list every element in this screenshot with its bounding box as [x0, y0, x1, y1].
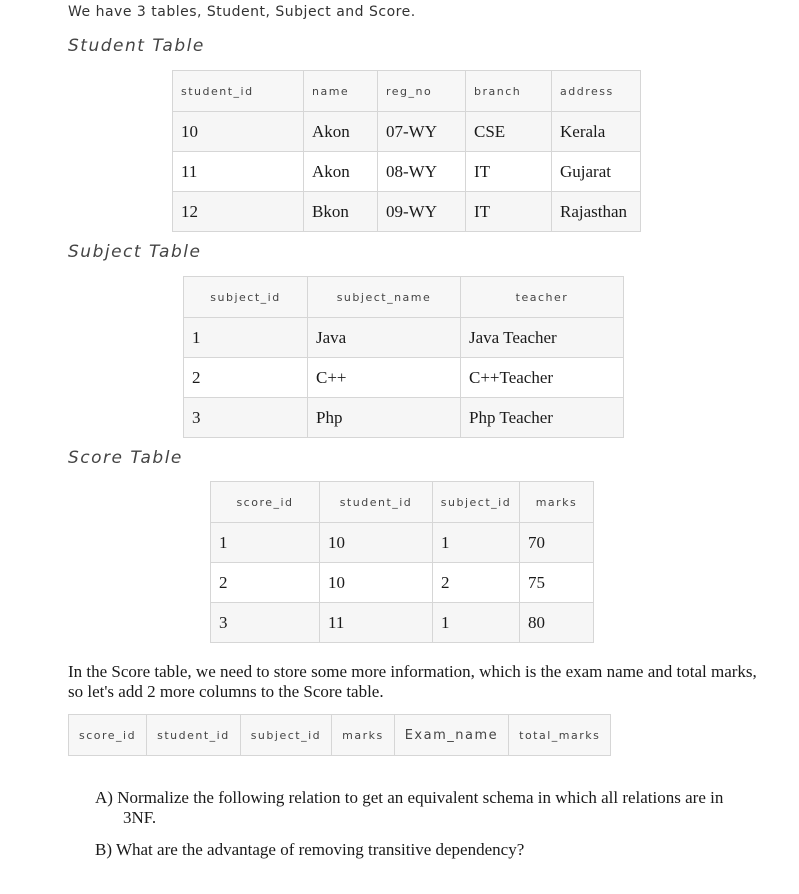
table-cell: 10 [320, 523, 433, 563]
table-cell: Php [308, 398, 461, 438]
table-cell: Akon [304, 112, 378, 152]
question-label: B) [95, 840, 112, 859]
table-cell: CSE [466, 112, 552, 152]
score-table [210, 481, 594, 643]
column-header: student_id [173, 71, 304, 112]
column-header: student_id [147, 715, 241, 756]
table-cell: Java [308, 318, 461, 358]
table-row [173, 192, 641, 232]
table-row [173, 152, 641, 192]
question-item [95, 788, 755, 828]
intro-text: We have 3 tables, Student, Subject and Score. [68, 4, 416, 20]
table-row [184, 318, 624, 358]
table-row [184, 398, 624, 438]
table-header-row [69, 715, 611, 756]
table-cell: C++Teacher [461, 358, 624, 398]
table-cell: 3 [184, 398, 308, 438]
column-header: total_marks [509, 715, 611, 756]
column-header: subject_id [184, 277, 308, 318]
table-cell: 1 [433, 523, 520, 563]
student-table [172, 70, 641, 232]
column-header: marks [332, 715, 395, 756]
column-header: subject_id [240, 715, 331, 756]
table-cell: Bkon [304, 192, 378, 232]
table-cell: Php Teacher [461, 398, 624, 438]
table-row [173, 112, 641, 152]
table-cell: 09-WY [378, 192, 466, 232]
score-table-caption: Score Table [68, 448, 183, 468]
table-cell: 1 [433, 603, 520, 643]
table-cell: 70 [520, 523, 594, 563]
question-text: What are the advantage of removing transitive dependency? [115, 840, 525, 859]
question-list [95, 788, 755, 872]
table-cell: 11 [320, 603, 433, 643]
column-header: name [304, 71, 378, 112]
paragraph-text: In the Score table, we need to store some more information, which is the exam name and total marks, so let's add 2 more columns to the Score table. [68, 662, 757, 701]
table-cell: Kerala [552, 112, 641, 152]
table-cell: Java Teacher [461, 318, 624, 358]
question-label: A) [95, 788, 113, 807]
table-cell: Rajasthan [552, 192, 641, 232]
column-header: teacher [461, 277, 624, 318]
subject-table [183, 276, 624, 438]
column-header: Exam_name [394, 715, 508, 756]
question-item [95, 840, 755, 860]
column-header: subject_name [308, 277, 461, 318]
table-cell: 11 [173, 152, 304, 192]
column-header: branch [466, 71, 552, 112]
table-cell: 80 [520, 603, 594, 643]
column-header: score_id [211, 482, 320, 523]
table-cell: 08-WY [378, 152, 466, 192]
table-row [211, 603, 594, 643]
table-cell: Gujarat [552, 152, 641, 192]
table-row [184, 358, 624, 398]
table-header-row [211, 482, 594, 523]
table-cell: 1 [211, 523, 320, 563]
column-header: score_id [69, 715, 147, 756]
table-cell: 1 [184, 318, 308, 358]
table-row [211, 563, 594, 603]
table-header-row [173, 71, 641, 112]
column-header: address [552, 71, 641, 112]
table-cell: 07-WY [378, 112, 466, 152]
table-row [211, 523, 594, 563]
table-cell: 2 [211, 563, 320, 603]
column-header: marks [520, 482, 594, 523]
table-cell: Akon [304, 152, 378, 192]
table-cell: 2 [433, 563, 520, 603]
table-cell: 12 [173, 192, 304, 232]
question-text: Normalize the following relation to get an equivalent schema in which all relations are in 3NF. [117, 788, 724, 827]
extended-score-header [68, 714, 611, 756]
table-header-row [184, 277, 624, 318]
table-cell: 2 [184, 358, 308, 398]
column-header: reg_no [378, 71, 466, 112]
column-header: subject_id [433, 482, 520, 523]
subject-table-caption: Subject Table [68, 242, 202, 262]
table-cell: 10 [320, 563, 433, 603]
table-cell: C++ [308, 358, 461, 398]
table-cell: IT [466, 192, 552, 232]
table-cell: 3 [211, 603, 320, 643]
student-table-caption: Student Table [68, 36, 205, 56]
table-cell: 75 [520, 563, 594, 603]
column-header: student_id [320, 482, 433, 523]
table-cell: 10 [173, 112, 304, 152]
table-cell: IT [466, 152, 552, 192]
